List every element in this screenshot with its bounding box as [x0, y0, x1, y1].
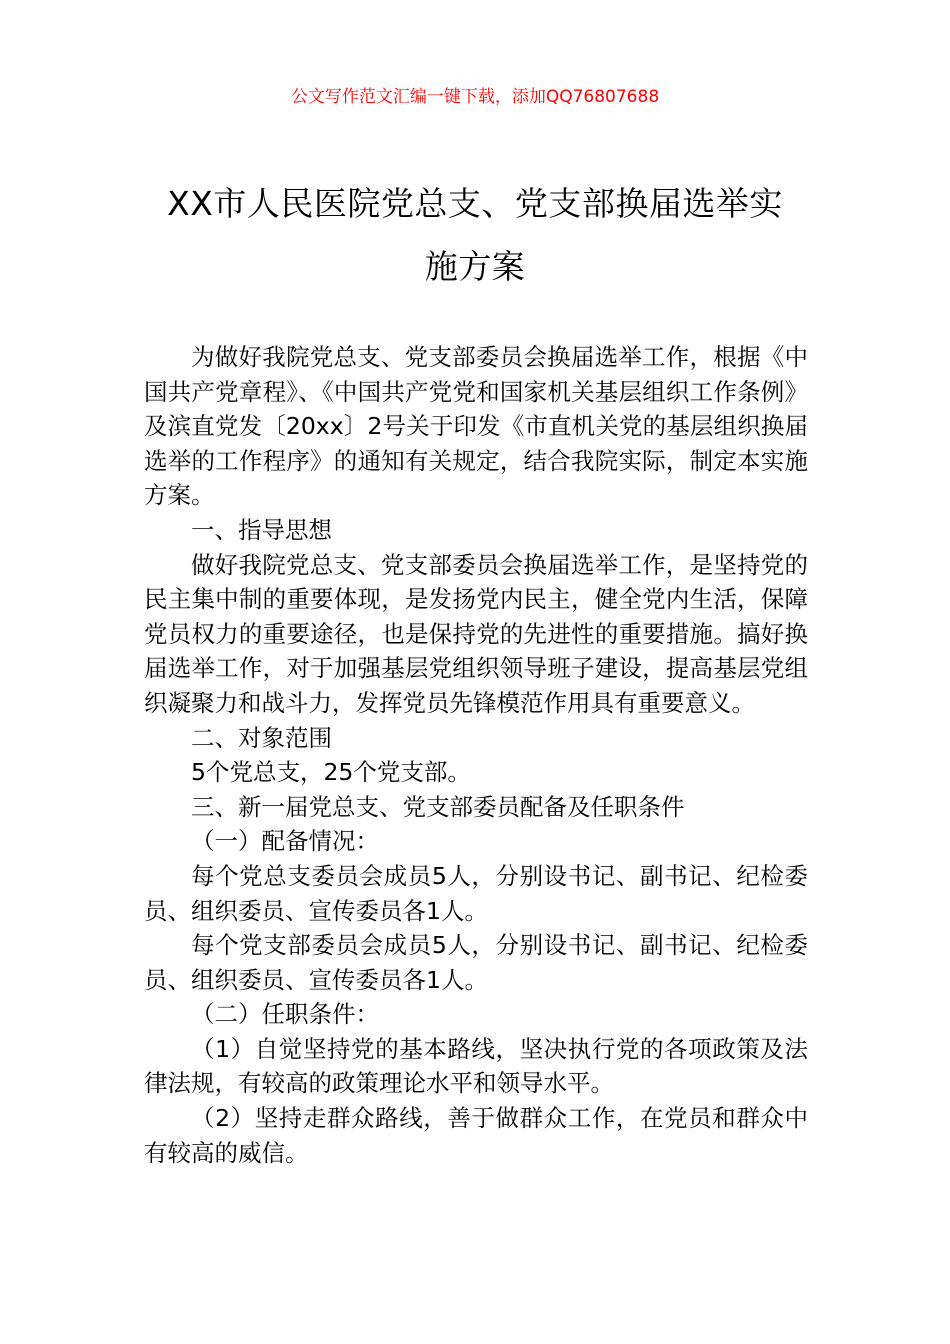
document-title	[100, 172, 850, 298]
subheading-qualifications: （二）任职条件：	[191, 1000, 379, 1029]
paragraph-general-branch-staffing: 每个党总支委员会成员5人，分别设书记、副书记、纪检委员、组织委员、宣传委员各1人。	[144, 861, 808, 925]
title-line-1: XX市人民医院党总支、党支部换届选举实	[167, 184, 783, 223]
paragraph-qualification-1: （1）自觉坚持党的基本路线，坚决执行党的各项政策及法律法规，有较高的政策理论水平和领导水平。	[144, 1034, 808, 1098]
paragraph-scope: 5个党总支，25个党支部。	[191, 758, 471, 787]
title-line-2: 施方案	[424, 247, 526, 286]
heading-committee-conditions: 三、新一届党总支、党支部委员配备及任职条件	[191, 792, 685, 821]
heading-guiding-ideology: 一、指导思想	[191, 515, 332, 544]
paragraph-intro: 为做好我院党总支、党支部委员会换届选举工作，根据《中国共产党章程》、《中国共产党党和国家机关基层组织工作条例》及滨直党发〔20xx〕2号关于印发《市直机关党的基层组织换届选举的工作程序》的通知有关规定，结合我院实际，制定本实施方案。	[144, 343, 808, 510]
subheading-staffing: （一）配备情况：	[191, 827, 379, 856]
paragraph-branch-staffing: 每个党支部委员会成员5人，分别设书记、副书记、纪检委员、组织委员、宣传委员各1人。	[144, 931, 808, 994]
heading-scope: 二、对象范围	[191, 723, 332, 752]
document-body	[144, 340, 808, 1170]
paragraph-qualification-2: （2）坚持走群众路线，善于做群众工作，在党员和群众中有较高的威信。	[144, 1104, 808, 1167]
paragraph-guiding-ideology: 做好我院党总支、党支部委员会换届选举工作，是坚持党的民主集中制的重要体现，是发扬党内民主，健全党内生活，保障党员权力的重要途径，也是保持党的先进性的重要措施。搞好换届选举工作，对于加强基层党组织领导班子建设，提高基层党组织凝聚力和战斗力，发挥党员先锋模范作用具有重要意义。	[144, 550, 808, 717]
watermark-text: 公文写作范文汇编一键下载，添加QQ76807688	[290, 87, 660, 107]
